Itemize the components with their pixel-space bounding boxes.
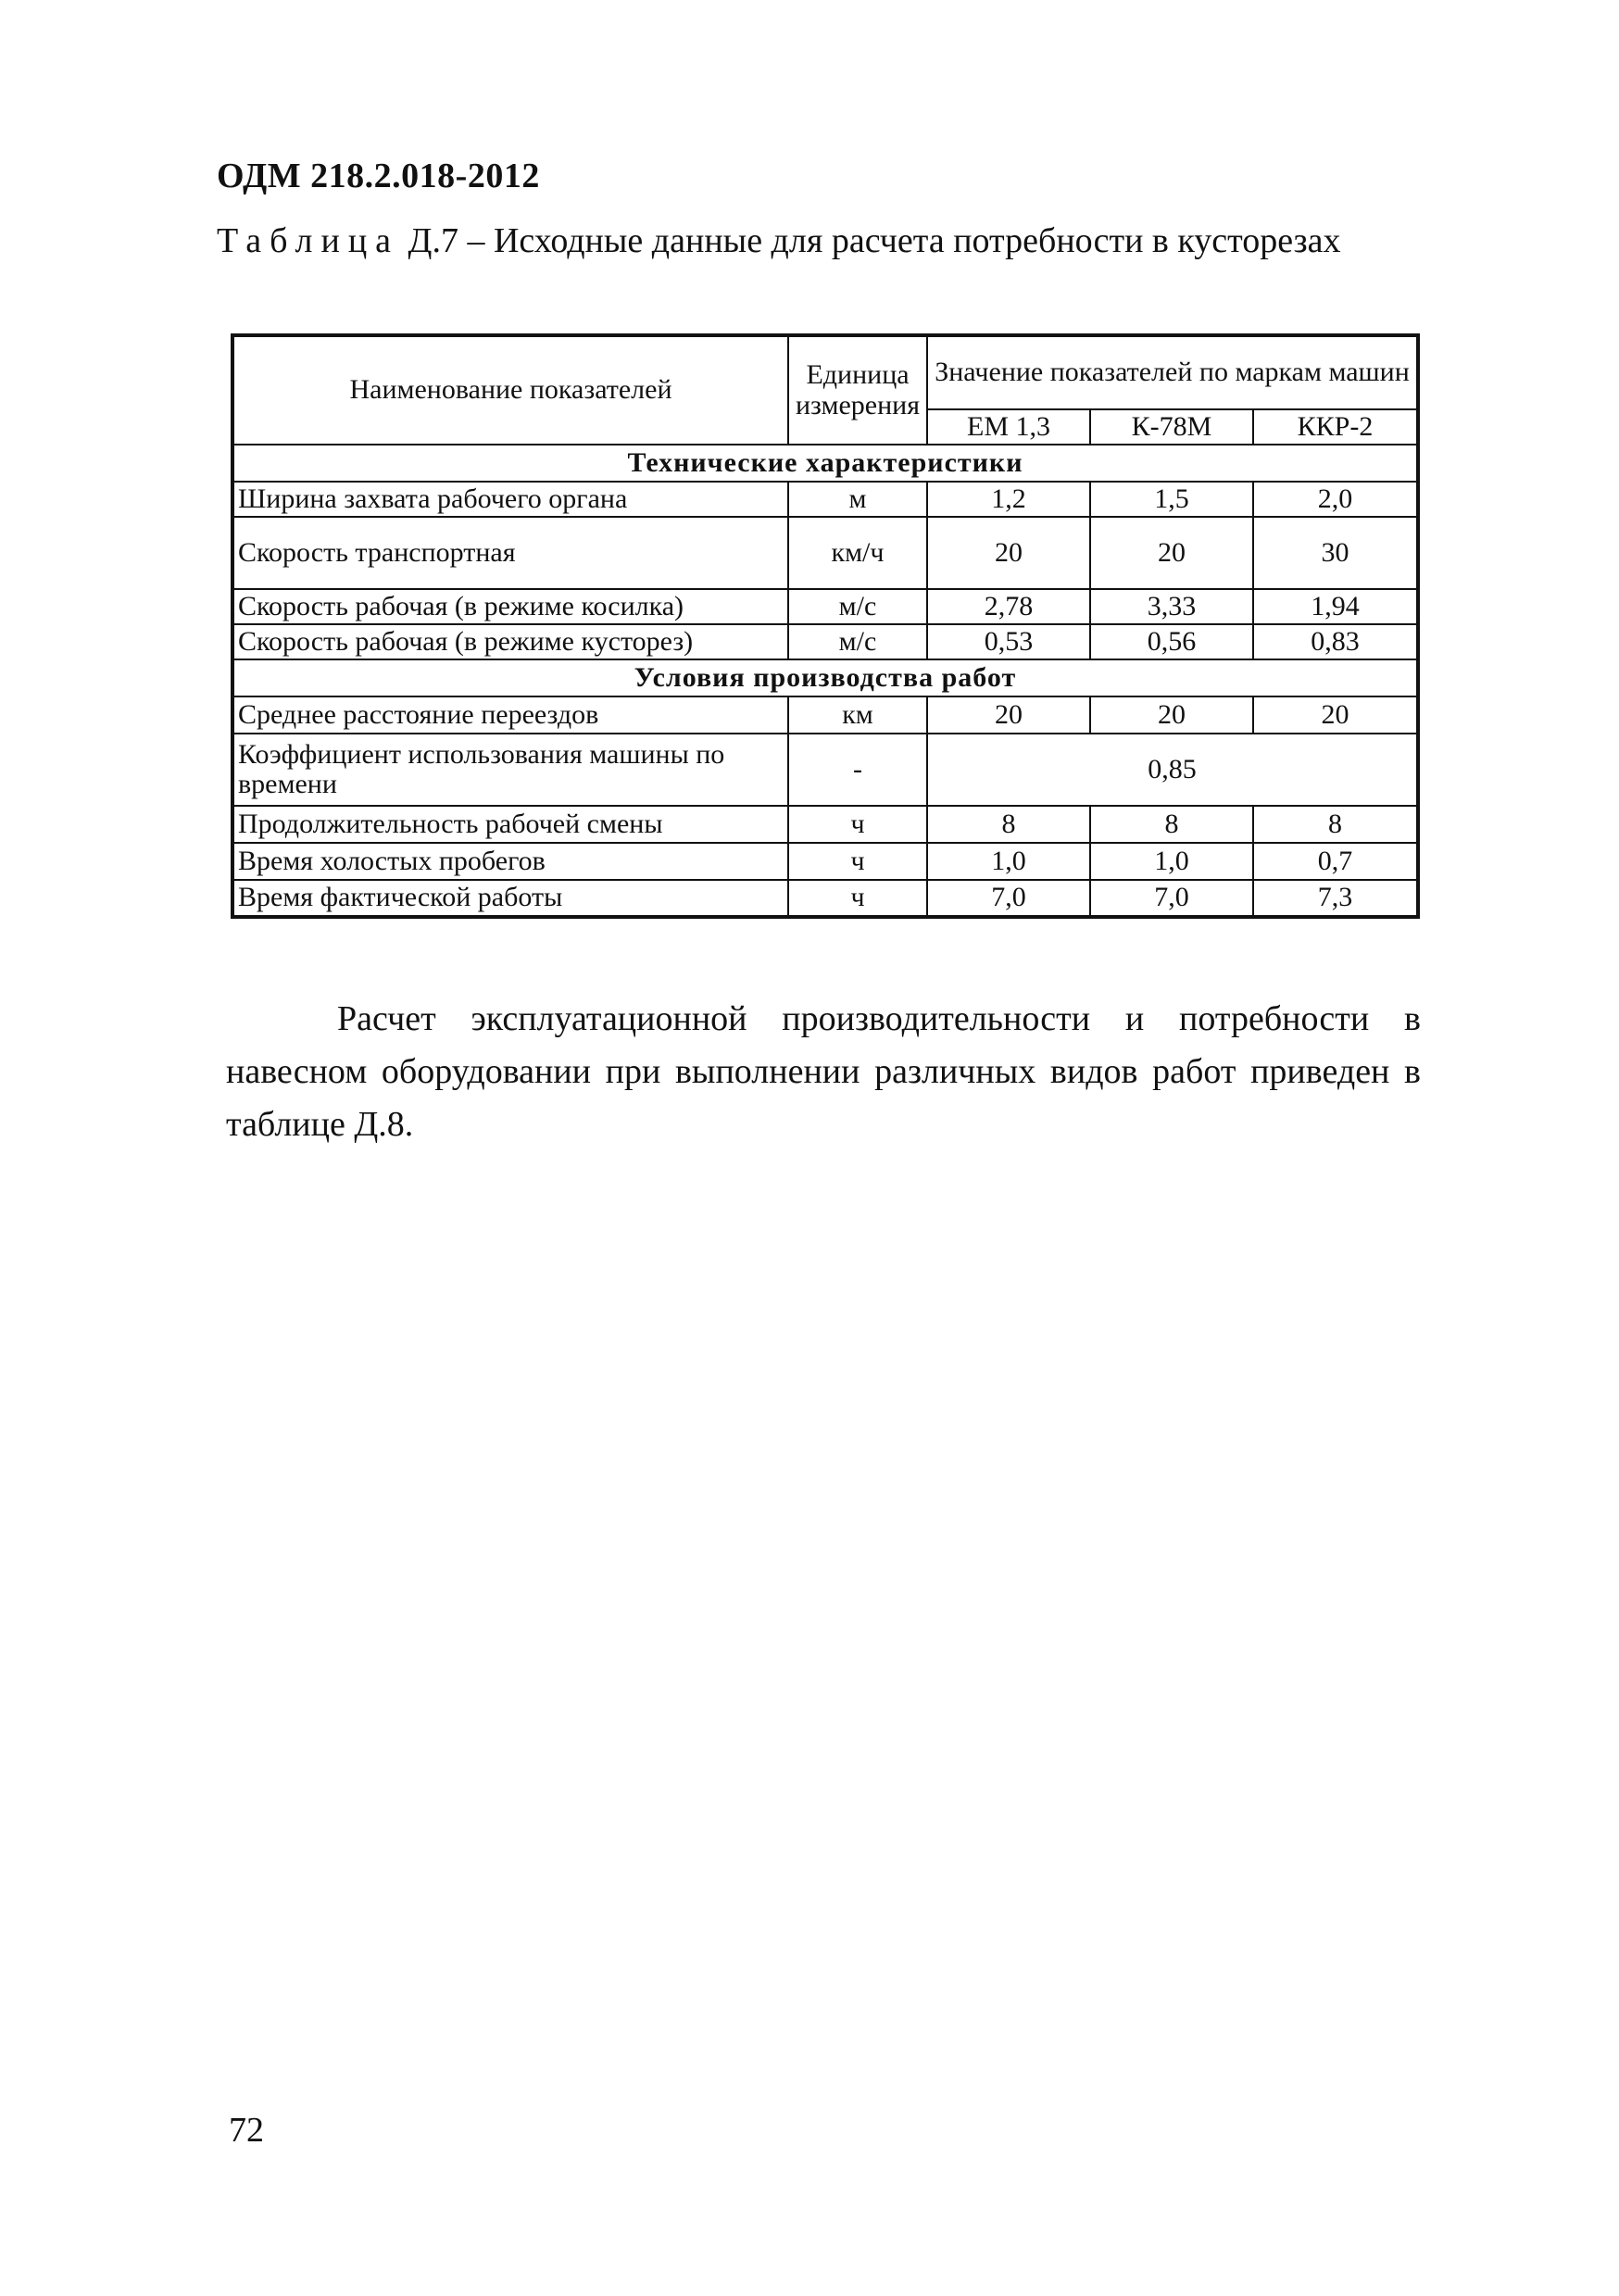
row-value: 7,3 [1253, 880, 1418, 917]
row-unit: ч [788, 806, 927, 843]
table-header-row [232, 335, 1418, 409]
row-name: Ширина захвата рабочего органа [232, 482, 788, 517]
row-value: 0,83 [1253, 624, 1418, 659]
row-value: 2,78 [927, 589, 1090, 624]
table-row [232, 843, 1418, 880]
row-value: 20 [927, 517, 1090, 589]
caption-text: Д.7 – Исходные данные для расчета потребности в кусторезах [408, 221, 1341, 260]
caption-prefix: Таблица [217, 221, 400, 260]
table-row [232, 806, 1418, 843]
row-value: 7,0 [927, 880, 1090, 917]
header-brand-3: ККР-2 [1253, 409, 1418, 445]
row-name: Коэффициент использования машины по времени [232, 734, 788, 806]
section-title: Условия производства работ [232, 659, 1418, 696]
table-row [232, 624, 1418, 659]
table-row [232, 880, 1418, 917]
row-value: 0,7 [1253, 843, 1418, 880]
row-value: 20 [927, 696, 1090, 734]
row-value: 20 [1090, 517, 1253, 589]
row-value: 0,56 [1090, 624, 1253, 659]
body-paragraph [226, 993, 1421, 1151]
row-name: Время холостых пробегов [232, 843, 788, 880]
header-name: Наименование показателей [232, 335, 788, 445]
row-value: 8 [927, 806, 1090, 843]
row-name: Скорость рабочая (в режиме косилка) [232, 589, 788, 624]
row-name: Среднее расстояние переездов [232, 696, 788, 734]
row-unit: м/с [788, 624, 927, 659]
header-values-group: Значение показателей по маркам машин [927, 335, 1418, 409]
row-value: 2,0 [1253, 482, 1418, 517]
row-value: 30 [1253, 517, 1418, 589]
section-title: Технические характеристики [232, 445, 1418, 482]
row-unit: км/ч [788, 517, 927, 589]
header-brand-2: К-78М [1090, 409, 1253, 445]
row-value: 0,53 [927, 624, 1090, 659]
row-value: 1,2 [927, 482, 1090, 517]
row-value: 1,0 [927, 843, 1090, 880]
row-value: 1,5 [1090, 482, 1253, 517]
document-code: ОДМ 218.2.018-2012 [217, 157, 540, 195]
row-name: Время фактической работы [232, 880, 788, 917]
table-row [232, 517, 1418, 589]
row-value: 1,0 [1090, 843, 1253, 880]
row-unit: ч [788, 880, 927, 917]
data-table-wrapper [231, 333, 1416, 919]
machines-data-table [231, 333, 1420, 919]
header-brand-1: ЕМ 1,3 [927, 409, 1090, 445]
row-unit: м [788, 482, 927, 517]
table-row [232, 589, 1418, 624]
table-caption [217, 220, 1340, 261]
row-unit: км [788, 696, 927, 734]
header-unit: Единица измерения [788, 335, 927, 445]
row-merged-value: 0,85 [927, 734, 1418, 806]
row-value: 1,94 [1253, 589, 1418, 624]
row-value: 20 [1253, 696, 1418, 734]
row-unit: - [788, 734, 927, 806]
paragraph-text: Расчет эксплуатационной производительности и потребности в навесном оборудовании при выполнении различных видов работ приведен в таблице Д.8. [226, 999, 1421, 1144]
page-number: 72 [229, 2111, 264, 2150]
row-name: Скорость рабочая (в режиме кусторез) [232, 624, 788, 659]
table-row [232, 482, 1418, 517]
row-unit: ч [788, 843, 927, 880]
table-row [232, 734, 1418, 806]
row-unit: м/с [788, 589, 927, 624]
section-row [232, 445, 1418, 482]
row-value: 3,33 [1090, 589, 1253, 624]
section-row [232, 659, 1418, 696]
row-value: 8 [1090, 806, 1253, 843]
row-value: 8 [1253, 806, 1418, 843]
row-name: Скорость транспортная [232, 517, 788, 589]
row-value: 20 [1090, 696, 1253, 734]
table-row [232, 696, 1418, 734]
row-value: 7,0 [1090, 880, 1253, 917]
row-name: Продолжительность рабочей смены [232, 806, 788, 843]
